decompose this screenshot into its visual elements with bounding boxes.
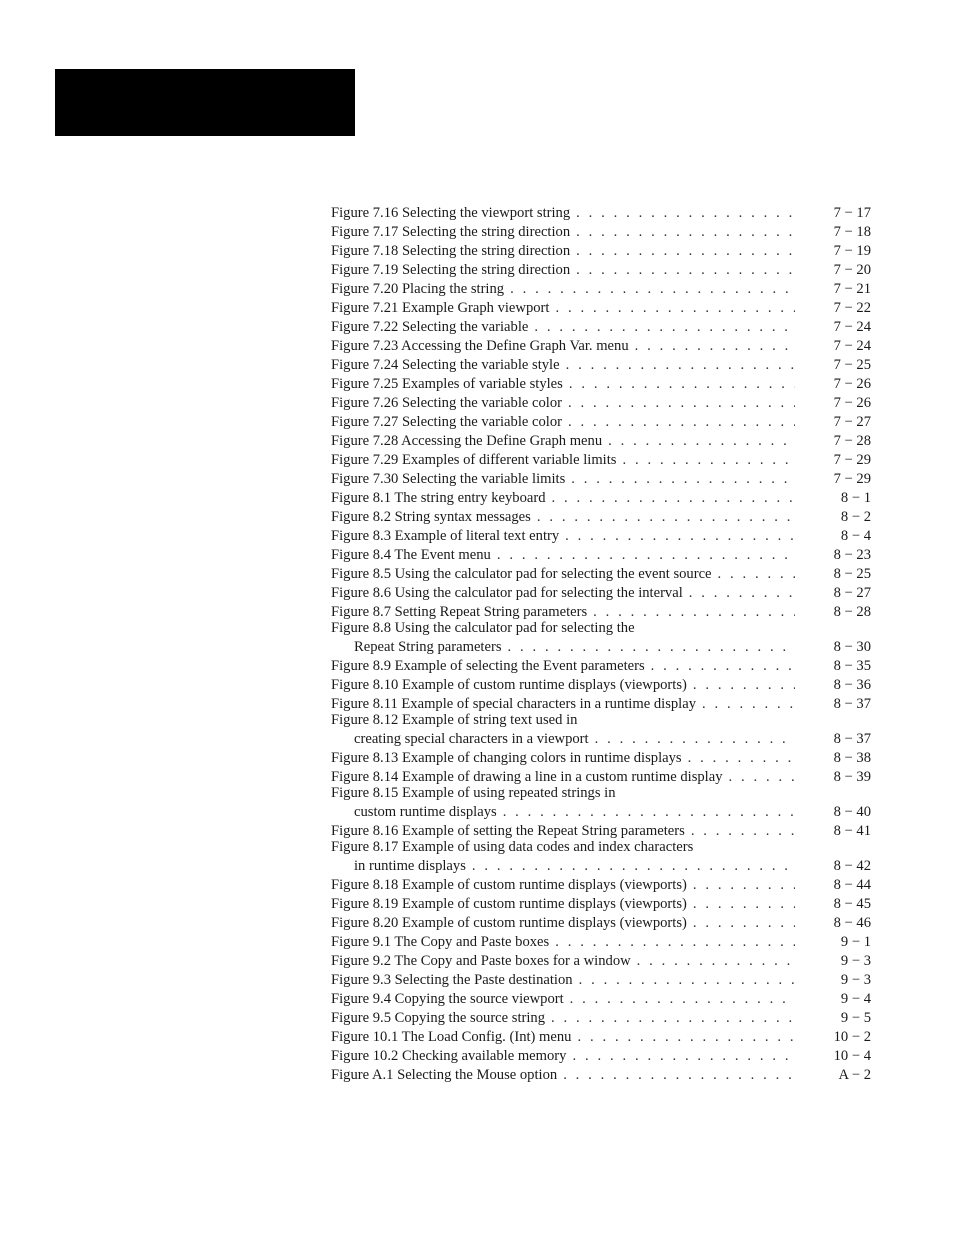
toc-entry-page: 7 − 18 <box>833 224 871 240</box>
toc-entry[interactable] <box>331 787 871 822</box>
dot-leader <box>637 952 795 971</box>
toc-entry[interactable] <box>331 933 871 952</box>
toc-entry[interactable] <box>331 714 871 749</box>
toc-entry[interactable] <box>331 375 871 394</box>
toc-entry-label: Figure 8.15 Example of using repeated strings in <box>331 785 616 801</box>
dot-leader <box>568 394 795 413</box>
dot-leader <box>555 933 795 952</box>
dot-leader <box>702 695 795 714</box>
toc-entry[interactable] <box>331 318 871 337</box>
toc-entry[interactable] <box>331 527 871 546</box>
dot-leader <box>576 223 795 242</box>
toc-entry-label: Figure 7.16 Selecting the viewport string <box>331 205 571 221</box>
dot-leader <box>577 1028 795 1047</box>
toc-entry-page: 8 − 36 <box>833 677 871 693</box>
toc-entry-page: 8 − 35 <box>833 658 871 674</box>
toc-entry-page: 8 − 45 <box>833 896 871 912</box>
toc-entry-label: Figure 7.22 Selecting the variable <box>331 319 529 335</box>
toc-entry-label: Figure 8.16 Example of setting the Repeat String parameters <box>331 823 685 839</box>
toc-entry[interactable] <box>331 261 871 280</box>
toc-entry-label: Figure 8.17 Example of using data codes and index characters <box>331 839 694 855</box>
toc-entry-page: 7 − 21 <box>833 281 871 297</box>
dot-leader <box>691 822 795 841</box>
toc-entry-page: 7 − 25 <box>833 357 871 373</box>
toc-entry-label-continued: in runtime displays <box>354 858 466 874</box>
toc-entry-label: Figure 8.1 The string entry keyboard <box>331 490 546 506</box>
toc-entry-label: Figure 7.29 Examples of different variable limits <box>331 452 617 468</box>
toc-entry[interactable] <box>331 451 871 470</box>
toc-entry-label: Figure 8.10 Example of custom runtime displays (viewports) <box>331 677 687 693</box>
toc-entry[interactable] <box>331 584 871 603</box>
dot-leader <box>608 432 795 451</box>
dot-leader <box>537 508 795 527</box>
dot-leader <box>576 242 795 261</box>
toc-entry[interactable] <box>331 1066 871 1085</box>
toc-entry[interactable] <box>331 204 871 223</box>
dot-leader <box>555 299 795 318</box>
toc-entry[interactable] <box>331 394 871 413</box>
toc-entry-page: 8 − 27 <box>833 585 871 601</box>
toc-entry-label: Figure 8.18 Example of custom runtime displays (viewports) <box>331 877 687 893</box>
toc-entry-label: Figure 8.19 Example of custom runtime displays (viewports) <box>331 896 687 912</box>
dot-leader <box>508 638 795 657</box>
toc-entry[interactable] <box>331 622 871 657</box>
dot-leader <box>693 676 795 695</box>
toc-entry-label: Figure 9.3 Selecting the Paste destination <box>331 972 573 988</box>
toc-entry-page: 7 − 17 <box>833 205 871 221</box>
toc-entry-page: 9 − 3 <box>840 953 871 969</box>
toc-entry-page: 8 − 39 <box>833 769 871 785</box>
toc-entry[interactable] <box>331 299 871 318</box>
dot-leader <box>693 895 795 914</box>
toc-entry-label: Figure 9.2 The Copy and Paste boxes for a window <box>331 953 631 969</box>
toc-entry[interactable] <box>331 657 871 676</box>
dot-leader <box>472 857 795 876</box>
toc-entry-label: Figure 7.23 Accessing the Define Graph Var. menu <box>331 338 629 354</box>
toc-entry-label: Figure 8.13 Example of changing colors in runtime displays <box>331 750 682 766</box>
toc-entry[interactable] <box>331 413 871 432</box>
toc-entry-page: 8 − 28 <box>833 604 871 620</box>
toc-entry-page: 8 − 25 <box>833 566 871 582</box>
toc-entry-page: 8 − 46 <box>833 915 871 931</box>
toc-entry-label: Figure 9.1 The Copy and Paste boxes <box>331 934 550 950</box>
toc-entry[interactable] <box>331 356 871 375</box>
dot-leader <box>497 546 795 565</box>
toc-entry[interactable] <box>331 242 871 261</box>
dot-leader <box>510 280 795 299</box>
toc-entry-label: Figure 8.4 The Event menu <box>331 547 491 563</box>
dot-leader <box>576 204 795 223</box>
toc-entry-page: 7 − 22 <box>833 300 871 316</box>
dot-leader <box>693 914 795 933</box>
toc-entry[interactable] <box>331 676 871 695</box>
toc-entry-page: 7 − 29 <box>833 471 871 487</box>
toc-entry-label: Figure 7.17 Selecting the string direction <box>331 224 571 240</box>
toc-entry-label: Figure 7.25 Examples of variable styles <box>331 376 563 392</box>
toc-entry[interactable] <box>331 1009 871 1028</box>
toc-entry-page: 8 − 38 <box>833 750 871 766</box>
toc-entry-label: Figure 7.30 Selecting the variable limits <box>331 471 566 487</box>
toc-entry[interactable] <box>331 489 871 508</box>
dot-leader <box>635 337 795 356</box>
toc-entry-label: Figure 7.21 Example Graph viewport <box>331 300 550 316</box>
dot-leader <box>571 470 795 489</box>
toc-entry-label: Figure 8.3 Example of literal text entry <box>331 528 560 544</box>
toc-entry-page: 8 − 40 <box>833 804 871 820</box>
toc-entry-page: 9 − 5 <box>840 1010 871 1026</box>
toc-entry-page: 10 − 4 <box>833 1048 871 1064</box>
toc-entry-label: Figure 9.5 Copying the source string <box>331 1010 546 1026</box>
dot-leader <box>503 803 795 822</box>
toc-entry-label: Figure 8.20 Example of custom runtime displays (viewports) <box>331 915 687 931</box>
toc-entry-label: Figure 8.8 Using the calculator pad for selecting the <box>331 620 635 636</box>
toc-entry-page: 10 − 2 <box>833 1029 871 1045</box>
header-bar <box>55 69 355 136</box>
dot-leader <box>551 1009 795 1028</box>
dot-leader <box>572 1047 795 1066</box>
toc-entry-label: Figure 10.1 The Load Config. (Int) menu <box>331 1029 572 1045</box>
toc-entry-page: 7 − 28 <box>833 433 871 449</box>
toc-entry-page: 8 − 2 <box>840 509 871 525</box>
toc-entry[interactable] <box>331 914 871 933</box>
toc-entry[interactable] <box>331 546 871 565</box>
toc-entry-label: Figure 7.24 Selecting the variable style <box>331 357 560 373</box>
dot-leader <box>569 375 795 394</box>
toc-entry[interactable] <box>331 432 871 451</box>
toc-entry-label-continued: Repeat String parameters <box>354 639 502 655</box>
toc-entry[interactable] <box>331 895 871 914</box>
dot-leader <box>534 318 795 337</box>
dot-leader <box>651 657 795 676</box>
toc-entry[interactable] <box>331 971 871 990</box>
toc-entry-page: 7 − 29 <box>833 452 871 468</box>
toc-entry[interactable] <box>331 280 871 299</box>
toc-entry-label: Figure 7.19 Selecting the string direction <box>331 262 571 278</box>
toc-entry-label: Figure 7.26 Selecting the variable color <box>331 395 562 411</box>
toc-entry-page: 8 − 30 <box>833 639 871 655</box>
dot-leader <box>576 261 795 280</box>
toc-entry-page: 7 − 24 <box>833 319 871 335</box>
toc-entry[interactable] <box>331 470 871 489</box>
toc-entry-label-continued: custom runtime displays <box>354 804 497 820</box>
toc-entry[interactable] <box>331 565 871 584</box>
dot-leader <box>579 971 795 990</box>
toc-entry-page: 9 − 1 <box>840 934 871 950</box>
toc-entry[interactable] <box>331 337 871 356</box>
dot-leader <box>566 356 795 375</box>
toc-entry[interactable] <box>331 508 871 527</box>
toc-entry-page: 8 − 23 <box>833 547 871 563</box>
toc-entry-label: Figure 8.7 Setting Repeat String parameters <box>331 604 588 620</box>
toc-entry-page: 7 − 27 <box>833 414 871 430</box>
dot-leader <box>622 451 795 470</box>
toc-entry-page: 9 − 3 <box>840 972 871 988</box>
dot-leader <box>595 730 795 749</box>
toc-entry-page: 7 − 26 <box>833 395 871 411</box>
dot-leader <box>552 489 795 508</box>
toc-entry-label: Figure 8.14 Example of drawing a line in a custom runtime display <box>331 769 723 785</box>
toc-entry-page: 8 − 41 <box>833 823 871 839</box>
toc-entry-label: Figure 7.20 Placing the string <box>331 281 505 297</box>
dot-leader <box>563 1066 795 1085</box>
dot-leader <box>568 413 795 432</box>
toc-entry-page: 8 − 1 <box>840 490 871 506</box>
dot-leader <box>570 990 795 1009</box>
dot-leader <box>693 876 795 895</box>
dot-leader <box>565 527 795 546</box>
toc-entry-page: 8 − 44 <box>833 877 871 893</box>
toc-entry[interactable] <box>331 223 871 242</box>
toc-entry-page: 7 − 20 <box>833 262 871 278</box>
toc-entry-label: Figure 7.28 Accessing the Define Graph menu <box>331 433 603 449</box>
toc-entry-label: Figure 7.18 Selecting the string direction <box>331 243 571 259</box>
toc-entry-label: Figure 8.5 Using the calculator pad for selecting the event source <box>331 566 712 582</box>
toc-entry[interactable] <box>331 1047 871 1066</box>
toc-entry-page: 8 − 42 <box>833 858 871 874</box>
toc-entry[interactable] <box>331 749 871 768</box>
toc-entry-page: A − 2 <box>838 1067 871 1083</box>
dot-leader <box>689 584 795 603</box>
toc-entry-label: Figure 8.9 Example of selecting the Event parameters <box>331 658 645 674</box>
toc-entry[interactable] <box>331 841 871 876</box>
toc-entry[interactable] <box>331 990 871 1009</box>
toc-entry-label: Figure 8.6 Using the calculator pad for selecting the interval <box>331 585 683 601</box>
dot-leader <box>688 749 795 768</box>
dot-leader <box>718 565 795 584</box>
toc-entry-page: 7 − 19 <box>833 243 871 259</box>
toc-entry-page: 8 − 37 <box>833 696 871 712</box>
toc-entry-page: 8 − 4 <box>840 528 871 544</box>
toc-entry-label-continued: creating special characters in a viewport <box>354 731 589 747</box>
toc-entry-label: Figure 8.12 Example of string text used in <box>331 712 578 728</box>
toc-entry-label: Figure 9.4 Copying the source viewport <box>331 991 564 1007</box>
toc-entry-label: Figure A.1 Selecting the Mouse option <box>331 1067 558 1083</box>
toc-entry-page: 7 − 24 <box>833 338 871 354</box>
toc-entry-label: Figure 10.2 Checking available memory <box>331 1048 567 1064</box>
list-of-figures <box>331 204 871 1085</box>
toc-entry-page: 8 − 37 <box>833 731 871 747</box>
toc-entry-label: Figure 8.2 String syntax messages <box>331 509 531 525</box>
toc-entry[interactable] <box>331 876 871 895</box>
toc-entry-page: 9 − 4 <box>840 991 871 1007</box>
toc-entry[interactable] <box>331 952 871 971</box>
dot-leader <box>729 768 795 787</box>
toc-entry-page: 7 − 26 <box>833 376 871 392</box>
toc-entry-label: Figure 7.27 Selecting the variable color <box>331 414 562 430</box>
toc-entry-label: Figure 8.11 Example of special characters in a runtime display <box>331 696 696 712</box>
toc-entry[interactable] <box>331 1028 871 1047</box>
